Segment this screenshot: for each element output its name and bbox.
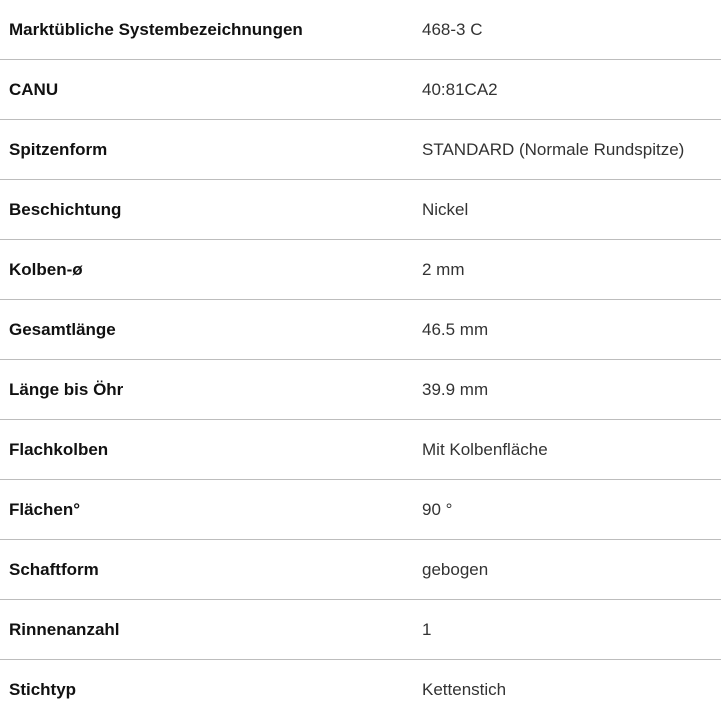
table-row (0, 660, 721, 720)
spec-value: Nickel (422, 199, 469, 219)
spec-value: 39.9 mm (422, 379, 489, 399)
spec-value: 46.5 mm (422, 319, 489, 339)
spec-value: 90 ° (422, 499, 453, 519)
spec-value: gebogen (422, 559, 489, 579)
spec-value: STANDARD (Normale Rundspitze) (422, 139, 685, 159)
spec-label: Spitzenform (9, 139, 108, 159)
spec-value: 40:81CA2 (422, 79, 498, 99)
spec-label: Flächen° (9, 499, 81, 519)
spec-label: Beschichtung (9, 199, 122, 219)
spec-label: Flachkolben (9, 439, 109, 459)
spec-label: Marktübliche Systembezeichnungen (9, 19, 303, 39)
table-row (0, 420, 721, 480)
table-row (0, 300, 721, 360)
spec-label: CANU (9, 79, 59, 99)
spec-label: Länge bis Öhr (9, 379, 124, 399)
table-row (0, 120, 721, 180)
spec-label: Gesamtlänge (9, 319, 116, 339)
table-row (0, 600, 721, 660)
spec-value: 468-3 C (422, 19, 483, 39)
table-row (0, 480, 721, 540)
table-row (0, 60, 721, 120)
spec-value: 2 mm (422, 259, 465, 279)
table-row (0, 180, 721, 240)
spec-label: Kolben-ø (9, 259, 83, 279)
table-row (0, 360, 721, 420)
spec-value: Mit Kolbenfläche (422, 439, 548, 459)
spec-label: Stichtyp (9, 679, 77, 699)
spec-label: Rinnenanzahl (9, 619, 120, 639)
table-row (0, 240, 721, 300)
table-row (0, 0, 721, 60)
table-row (0, 540, 721, 600)
spec-value: Kettenstich (422, 679, 507, 699)
spec-label: Schaftform (9, 559, 99, 579)
spec-value: 1 (422, 619, 432, 639)
